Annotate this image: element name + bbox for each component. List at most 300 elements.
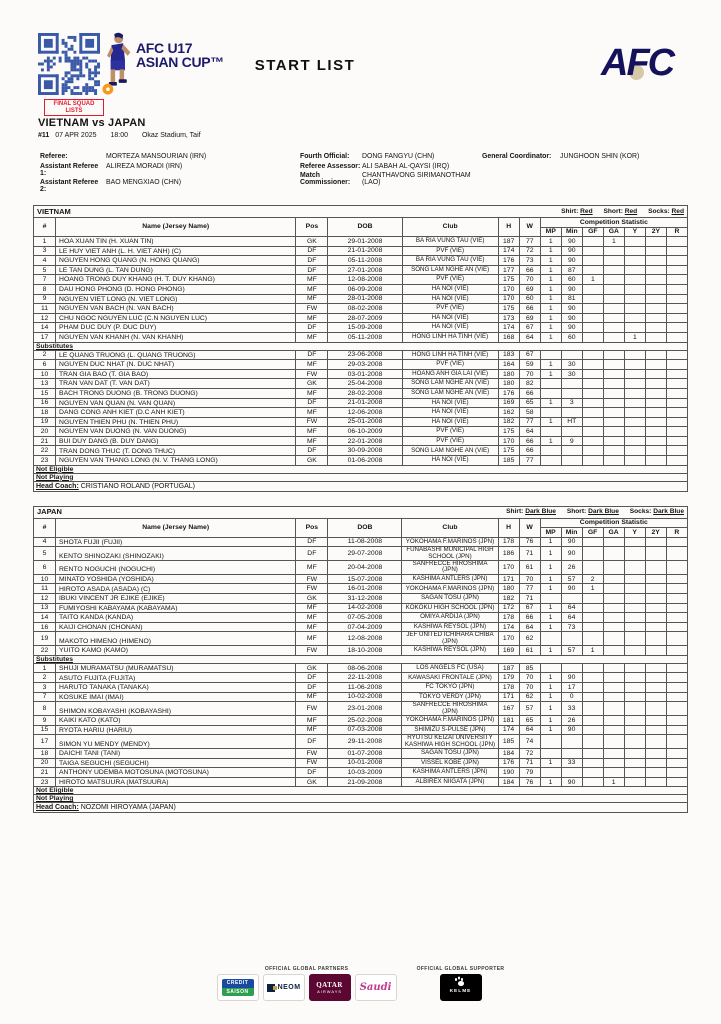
stat-ga xyxy=(603,265,624,275)
stat-min: 81 xyxy=(561,294,582,304)
head-coach-label: Head Coach: xyxy=(36,482,79,490)
stat-min xyxy=(561,594,582,604)
player-dob: 25-04-2008 xyxy=(328,379,402,389)
afc-logo xyxy=(601,44,673,82)
player-weight: 70 xyxy=(519,683,540,693)
stat-ga xyxy=(603,574,624,584)
player-pos: FW xyxy=(296,702,328,716)
stat-r xyxy=(666,663,687,673)
match-number: #11 xyxy=(38,131,50,139)
player-name: HOANG TRONG DUY KHANG (H. T. DUY KHANG) xyxy=(56,275,296,285)
stat-r xyxy=(666,725,687,735)
player-weight: 67 xyxy=(519,350,540,360)
stat-r xyxy=(666,632,687,646)
player-name: NGUYEN VAN BACH (N. VAN BACH) xyxy=(56,304,296,314)
player-name: TAITO KANDA (KANDA) xyxy=(56,613,296,623)
stat-min xyxy=(561,446,582,456)
player-club: SAGAN TOSU (JPN) xyxy=(402,749,498,759)
player-name: TRAN DONG THUC (T. DONG THUC) xyxy=(56,446,296,456)
player-club: JEF UNITED ICHIHARA CHIBA (JPN) xyxy=(402,632,498,646)
player-name: RYOTA HARIU (HARIU) xyxy=(56,725,296,735)
player-number: 15 xyxy=(34,725,56,735)
player-dob: 16-01-2008 xyxy=(328,584,402,594)
player-row xyxy=(34,702,688,716)
player-number: 4 xyxy=(34,256,56,266)
player-illustration-icon xyxy=(98,32,134,96)
stat-ga xyxy=(603,304,624,314)
player-club: HA NOI (VIE) xyxy=(402,398,498,408)
player-row xyxy=(34,594,688,604)
player-row xyxy=(34,777,688,787)
player-dob: 25-01-2008 xyxy=(328,417,402,427)
stat-ga xyxy=(603,594,624,604)
stat-r xyxy=(666,594,687,604)
japan-squad-table xyxy=(33,506,688,814)
player-name: ANTHONY UDEMBA MOTOSUNA (MOTOSUNA) xyxy=(56,768,296,778)
stat-y xyxy=(624,603,645,613)
player-club: RYUTSU KEIZAI UNIVERSITY KASHIWA HIGH SCHOOL (JPN) xyxy=(402,735,498,749)
stat-2y xyxy=(645,456,666,466)
player-dob: 01-06-2008 xyxy=(328,456,402,466)
player-name: LE HUY VIET ANH (L. H. VIET ANH) (C) xyxy=(56,246,296,256)
stat-ga xyxy=(603,436,624,446)
player-row xyxy=(34,561,688,575)
stat-min: 90 xyxy=(561,673,582,683)
stat-ga xyxy=(603,663,624,673)
col-header-2y: 2Y xyxy=(645,528,666,538)
player-height: 172 xyxy=(498,603,519,613)
official-row xyxy=(40,163,270,177)
col-header-pos: Pos xyxy=(296,518,328,537)
player-club: PVF (VIE) xyxy=(402,436,498,446)
stat-ga xyxy=(603,702,624,716)
player-dob: 29-07-2008 xyxy=(328,547,402,561)
player-dob: 29-01-2008 xyxy=(328,237,402,247)
stat-2y xyxy=(645,256,666,266)
stat-2y xyxy=(645,673,666,683)
player-row xyxy=(34,537,688,547)
stat-ga xyxy=(603,622,624,632)
squad-tables xyxy=(33,205,689,827)
stat-r xyxy=(666,692,687,702)
stat-gf xyxy=(582,427,603,437)
player-height: 174 xyxy=(498,246,519,256)
stat-2y xyxy=(645,603,666,613)
official-label: Referee: xyxy=(40,153,68,160)
col-header-y: Y xyxy=(624,528,645,538)
stat-mp: 1 xyxy=(540,716,561,726)
player-club: KAWASAKI FRONTALE (JPN) xyxy=(402,673,498,683)
player-row xyxy=(34,323,688,333)
player-weight: 77 xyxy=(519,237,540,247)
not-playing-label: Not Playing xyxy=(34,473,688,481)
paw-icon xyxy=(458,981,464,986)
player-number: 23 xyxy=(34,456,56,466)
player-weight: 64 xyxy=(519,622,540,632)
stat-mp: 1 xyxy=(540,246,561,256)
player-dob: 29-11-2008 xyxy=(328,735,402,749)
stat-y xyxy=(624,323,645,333)
stat-min: 90 xyxy=(561,256,582,266)
stat-r xyxy=(666,561,687,575)
stat-2y xyxy=(645,275,666,285)
stat-ga xyxy=(603,350,624,360)
badge-line2: LISTS xyxy=(65,107,83,114)
player-row xyxy=(34,584,688,594)
player-row xyxy=(34,369,688,379)
short-color: Red xyxy=(624,207,638,215)
stat-gf xyxy=(582,692,603,702)
match-meta xyxy=(38,132,201,139)
stat-r xyxy=(666,716,687,726)
stat-mp xyxy=(540,768,561,778)
player-row xyxy=(34,646,688,656)
stat-r xyxy=(666,350,687,360)
player-weight: 77 xyxy=(519,417,540,427)
stat-2y xyxy=(645,735,666,749)
player-club: HA NOI (VIE) xyxy=(402,456,498,466)
player-club: KASHIMA ANTLERS (JPN) xyxy=(402,574,498,584)
stat-2y xyxy=(645,332,666,342)
player-weight: 66 xyxy=(519,613,540,623)
stat-2y xyxy=(645,613,666,623)
stat-2y xyxy=(645,622,666,632)
official-label: Fourth Official: xyxy=(300,153,350,160)
player-row xyxy=(34,332,688,342)
stat-2y xyxy=(645,646,666,656)
stat-ga xyxy=(603,768,624,778)
player-pos: MF xyxy=(296,716,328,726)
player-height: 183 xyxy=(498,350,519,360)
player-pos: DF xyxy=(296,398,328,408)
stat-min xyxy=(561,427,582,437)
player-number: 3 xyxy=(34,683,56,693)
stat-y xyxy=(624,369,645,379)
vietnam-squad-table xyxy=(33,205,688,492)
stat-gf xyxy=(582,246,603,256)
player-number: 1 xyxy=(34,237,56,247)
not-playing-row xyxy=(34,795,688,803)
team-header-bar xyxy=(34,206,688,218)
stat-mp xyxy=(540,456,561,466)
stat-2y xyxy=(645,777,666,787)
stat-gf xyxy=(582,323,603,333)
player-number: 6 xyxy=(34,561,56,575)
player-pos: DF xyxy=(296,246,328,256)
stat-min xyxy=(561,749,582,759)
player-weight: 67 xyxy=(519,603,540,613)
player-weight: 77 xyxy=(519,584,540,594)
player-name: NGUYEN HONG QUANG (N. HONG QUANG) xyxy=(56,256,296,266)
player-number: 22 xyxy=(34,446,56,456)
substitutes-label: Substitutes xyxy=(34,655,688,663)
player-weight: 66 xyxy=(519,265,540,275)
stat-2y xyxy=(645,237,666,247)
qatar-airways-logo xyxy=(309,974,351,1001)
player-club: BA RIA VUNG TAU (VIE) xyxy=(402,256,498,266)
stat-r xyxy=(666,398,687,408)
player-weight: 76 xyxy=(519,537,540,547)
player-row xyxy=(34,427,688,437)
col-header-competition-statistic: Competition Statistic xyxy=(540,518,687,528)
player-name: HOA XUAN TIN (H. XUAN TIN) xyxy=(56,237,296,247)
player-dob: 31-12-2008 xyxy=(328,594,402,604)
player-pos: MF xyxy=(296,275,328,285)
player-weight: 61 xyxy=(519,561,540,575)
stat-mp: 1 xyxy=(540,323,561,333)
stat-gf xyxy=(582,561,603,575)
stat-gf xyxy=(582,673,603,683)
col-header-dob: DOB xyxy=(328,218,402,237)
stat-r xyxy=(666,537,687,547)
stat-gf: 2 xyxy=(582,574,603,584)
stat-ga xyxy=(603,603,624,613)
stat-ga xyxy=(603,256,624,266)
stat-y xyxy=(624,427,645,437)
team-name: VIETNAM xyxy=(37,206,71,216)
socks-label: Socks: xyxy=(648,207,670,215)
player-name: HIROTO MATSUURA (MATSUURA) xyxy=(56,777,296,787)
player-weight: 65 xyxy=(519,398,540,408)
col-header-weight: W xyxy=(519,518,540,537)
player-number: 19 xyxy=(34,632,56,646)
player-name: FUMIYOSHI KABAYAMA (KABAYAMA) xyxy=(56,603,296,613)
credit-saison-logo xyxy=(217,974,259,1001)
player-dob: 25-02-2008 xyxy=(328,716,402,726)
stat-mp: 1 xyxy=(540,237,561,247)
stat-2y xyxy=(645,768,666,778)
stat-r xyxy=(666,446,687,456)
player-row xyxy=(34,683,688,693)
player-name: NGUYEN THIEN PHU (N. THIEN PHU) xyxy=(56,417,296,427)
stat-r xyxy=(666,683,687,693)
player-club: KASHIWA REYSOL (JPN) xyxy=(402,646,498,656)
stat-y xyxy=(624,446,645,456)
col-header-mp: MP xyxy=(540,528,561,538)
stat-gf xyxy=(582,768,603,778)
head-coach-label: Head Coach: xyxy=(36,804,79,812)
stat-min: 90 xyxy=(561,304,582,314)
stat-ga xyxy=(603,613,624,623)
stat-y: 1 xyxy=(624,332,645,342)
player-number: 14 xyxy=(34,613,56,623)
player-club: OMIYA ARDIJA (JPN) xyxy=(402,613,498,623)
stat-r xyxy=(666,777,687,787)
player-pos: MF xyxy=(296,692,328,702)
match-title: VIETNAM vs JAPAN xyxy=(38,117,146,129)
stat-2y xyxy=(645,379,666,389)
kelme-logo xyxy=(440,974,482,1001)
team-kit-info xyxy=(561,208,684,216)
player-name: NGUYEN VAN DUONG (N. VAN DUONG) xyxy=(56,427,296,437)
match-officials xyxy=(0,153,721,199)
player-height: 175 xyxy=(498,427,519,437)
player-club: FUNABASHI MUNICIPAL HIGH SCHOOL (JPN) xyxy=(402,547,498,561)
player-name: DAICHI TANI (TANI) xyxy=(56,749,296,759)
stat-mp: 1 xyxy=(540,265,561,275)
player-dob: 29-03-2008 xyxy=(328,360,402,370)
player-height: 168 xyxy=(498,332,519,342)
player-pos: DF xyxy=(296,735,328,749)
player-dob: 23-06-2008 xyxy=(328,350,402,360)
player-pos: MF xyxy=(296,313,328,323)
player-row xyxy=(34,692,688,702)
player-height: 171 xyxy=(498,574,519,584)
player-height: 167 xyxy=(498,702,519,716)
player-height: 179 xyxy=(498,673,519,683)
stat-gf xyxy=(582,603,603,613)
player-pos: DF xyxy=(296,256,328,266)
stat-2y xyxy=(645,663,666,673)
stat-ga xyxy=(603,408,624,418)
player-name: NGUYEN VAN THANG LONG (N. V. THANG LONG) xyxy=(56,456,296,466)
col-header-height: H xyxy=(498,518,519,537)
tournament-name-line2: ASIAN CUP™ xyxy=(136,53,225,70)
player-row xyxy=(34,436,688,446)
player-name: ASUTO FUJITA (FUJITA) xyxy=(56,673,296,683)
player-weight: 85 xyxy=(519,663,540,673)
supporter-label: OFFICIAL GLOBAL SUPPORTER xyxy=(416,966,505,972)
stat-y xyxy=(624,735,645,749)
stat-ga xyxy=(603,716,624,726)
player-weight: 70 xyxy=(519,275,540,285)
player-dob: 08-02-2008 xyxy=(328,304,402,314)
player-dob: 15-07-2008 xyxy=(328,574,402,584)
player-name: SHUJI MURAMATSU (MURAMATSU) xyxy=(56,663,296,673)
stat-y xyxy=(624,561,645,575)
stat-ga xyxy=(603,246,624,256)
player-pos: MF xyxy=(296,561,328,575)
player-pos: MF xyxy=(296,436,328,446)
stat-gf xyxy=(582,294,603,304)
stat-y xyxy=(624,716,645,726)
stat-ga: 1 xyxy=(603,777,624,787)
stat-gf xyxy=(582,265,603,275)
player-number: 10 xyxy=(34,369,56,379)
stat-mp: 1 xyxy=(540,537,561,547)
player-weight: 66 xyxy=(519,388,540,398)
stat-y xyxy=(624,594,645,604)
stat-ga xyxy=(603,398,624,408)
player-dob: 28-01-2008 xyxy=(328,294,402,304)
afc-wordmark: AFC xyxy=(601,42,674,84)
player-pos: MF xyxy=(296,725,328,735)
player-club: HA NOI (VIE) xyxy=(402,408,498,418)
player-height: 185 xyxy=(498,735,519,749)
player-club: YOKOHAMA F.MARINOS (JPN) xyxy=(402,584,498,594)
col-header-ga: GA xyxy=(603,528,624,538)
stat-min: 60 xyxy=(561,332,582,342)
player-name: TAIGA SEGUCHI (SEGUCHI) xyxy=(56,758,296,768)
player-club: BA RIA VUNG TAU (VIE) xyxy=(402,237,498,247)
stat-min: 90 xyxy=(561,777,582,787)
col-header-mp: MP xyxy=(540,227,561,237)
stat-y xyxy=(624,246,645,256)
player-pos: GK xyxy=(296,663,328,673)
official-value: JUNGHOON SHIN (KOR) xyxy=(560,153,640,160)
player-dob: 28-07-2009 xyxy=(328,313,402,323)
player-name: YUITO KAMO (KAMO) xyxy=(56,646,296,656)
player-dob: 20-04-2008 xyxy=(328,561,402,575)
stat-mp: 1 xyxy=(540,603,561,613)
player-number: 16 xyxy=(34,398,56,408)
player-name: KAIKI KATO (KATO) xyxy=(56,716,296,726)
short-label: Short: xyxy=(603,207,623,215)
player-row xyxy=(34,388,688,398)
player-height: 170 xyxy=(498,632,519,646)
stat-min: HT xyxy=(561,417,582,427)
player-height: 190 xyxy=(498,768,519,778)
stat-mp: 1 xyxy=(540,284,561,294)
stat-2y xyxy=(645,702,666,716)
player-club: SANFRECCE HIROSHIMA (JPN) xyxy=(402,561,498,575)
player-number: 8 xyxy=(34,284,56,294)
player-height: 182 xyxy=(498,594,519,604)
player-dob: 21-01-2008 xyxy=(328,398,402,408)
stat-mp: 1 xyxy=(540,417,561,427)
stat-gf xyxy=(582,408,603,418)
player-dob: 10-01-2008 xyxy=(328,758,402,768)
team-name: JAPAN xyxy=(37,507,62,517)
official-value: CHANTHAVONG SIRIMANOTHAM (LAO) xyxy=(362,172,471,186)
player-weight: 66 xyxy=(519,446,540,456)
player-row xyxy=(34,735,688,749)
col-header-min: Min xyxy=(561,528,582,538)
player-row xyxy=(34,758,688,768)
stat-min xyxy=(561,663,582,673)
player-club: HA NOI (VIE) xyxy=(402,313,498,323)
partners-label: OFFICIAL GLOBAL PARTNERS xyxy=(264,966,349,972)
player-dob: 15-09-2008 xyxy=(328,323,402,333)
stat-gf xyxy=(582,456,603,466)
player-club: ALBIREX NIIGATA (JPN) xyxy=(402,777,498,787)
player-pos: MF xyxy=(296,360,328,370)
stat-ga xyxy=(603,323,624,333)
col-header-club: Club xyxy=(402,218,498,237)
stat-2y xyxy=(645,417,666,427)
page-title: START LIST xyxy=(254,57,356,74)
stat-ga xyxy=(603,388,624,398)
player-number: 12 xyxy=(34,313,56,323)
stat-ga xyxy=(603,369,624,379)
stat-2y xyxy=(645,758,666,768)
stat-r xyxy=(666,584,687,594)
official-row xyxy=(300,163,480,170)
player-club: HA NOI (VIE) xyxy=(402,284,498,294)
stat-mp xyxy=(540,408,561,418)
player-dob: 30-09-2008 xyxy=(328,446,402,456)
player-weight: 64 xyxy=(519,725,540,735)
stat-r xyxy=(666,388,687,398)
stat-y xyxy=(624,622,645,632)
stat-2y xyxy=(645,537,666,547)
player-name: LE TAN DUNG (L. TAN DUNG) xyxy=(56,265,296,275)
neom-text: NEOM xyxy=(277,984,301,991)
stat-mp: 1 xyxy=(540,561,561,575)
stat-min xyxy=(561,408,582,418)
qatar-line2: AIRWAYS xyxy=(317,989,343,994)
stat-ga xyxy=(603,294,624,304)
global-partners-group xyxy=(217,966,397,1001)
stat-y xyxy=(624,456,645,466)
stat-min xyxy=(561,379,582,389)
player-row xyxy=(34,246,688,256)
player-weight: 57 xyxy=(519,702,540,716)
player-pos: MF xyxy=(296,294,328,304)
stat-min: 87 xyxy=(561,265,582,275)
player-name: MAKOTO HIMENO (HIMENO) xyxy=(56,632,296,646)
player-row xyxy=(34,603,688,613)
